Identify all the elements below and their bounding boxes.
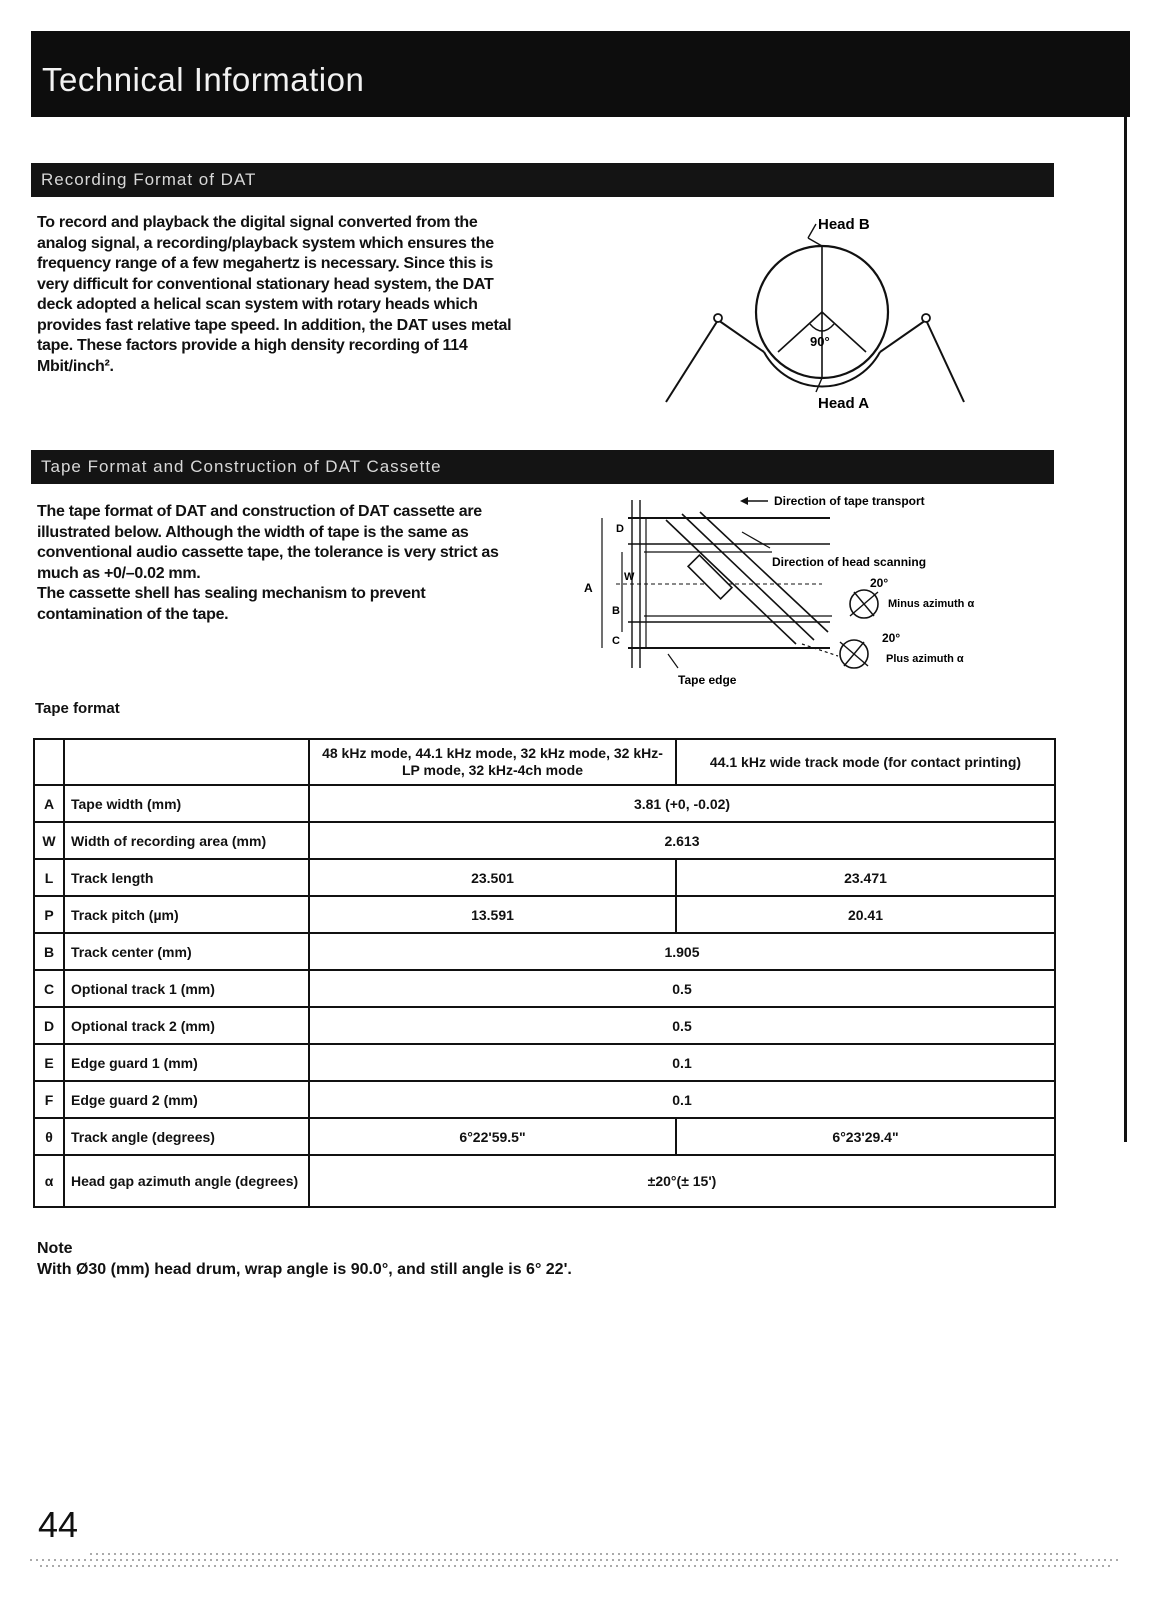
plus-azimuth-label: Plus azimuth α — [886, 653, 964, 665]
row-symbol: θ — [34, 1118, 64, 1155]
row-parameter: Width of recording area (mm) — [64, 822, 309, 859]
angle-label: 90° — [810, 334, 830, 349]
dim-letter-a: A — [584, 581, 593, 595]
note-title: Note — [37, 1240, 73, 1257]
table-header-blank — [64, 739, 309, 785]
row-value: 0.1 — [309, 1081, 1055, 1118]
dim-letter-c: C — [612, 635, 620, 647]
row-symbol: α — [34, 1155, 64, 1207]
table-row — [34, 859, 1055, 896]
table-header-blank — [34, 739, 64, 785]
row-value: 1.905 — [309, 933, 1055, 970]
section-heading-text: Tape Format and Construction of DAT Cassette — [41, 457, 442, 476]
dim-letter-b: B — [612, 605, 620, 617]
table-row — [34, 1155, 1055, 1207]
row-parameter: Track length — [64, 859, 309, 896]
table-row — [34, 785, 1055, 822]
plus-azimuth-angle: 20° — [882, 631, 901, 645]
row-parameter: Head gap azimuth angle (degrees) — [64, 1155, 309, 1207]
row-parameter: Track center (mm) — [64, 933, 309, 970]
tape-format-body: The tape format of DAT and construction of DAT cassette are illustrated below. Although the width of tape is the same as conventional audio cassette tape, the tolerance is very strict as much as +0/–0.02 mm. The cassette shell has sealing mechanism to prevent contamination of the tape. — [37, 503, 499, 623]
table-row — [34, 1044, 1055, 1081]
row-parameter: Track angle (degrees) — [64, 1118, 309, 1155]
row-value-wide: 23.471 — [676, 859, 1055, 896]
minus-azimuth-label: Minus azimuth α — [888, 598, 975, 610]
row-value: ±20°(± 15') — [309, 1155, 1055, 1207]
head-b-label: Head B — [818, 216, 870, 233]
tape-track-diagram — [582, 492, 1042, 692]
row-parameter: Edge guard 2 (mm) — [64, 1081, 309, 1118]
row-value: 3.81 (+0, -0.02) — [309, 785, 1055, 822]
row-value: 0.5 — [309, 970, 1055, 1007]
page-title: Technical Information — [42, 61, 365, 98]
row-value-standard: 23.501 — [309, 859, 676, 896]
transport-direction-label: Direction of tape transport — [774, 494, 925, 508]
row-symbol: W — [34, 822, 64, 859]
column-header-standard-modes: 48 kHz mode, 44.1 kHz mode, 32 kHz mode, 32 kHz-LP mode, 32 kHz-4ch mode — [309, 739, 676, 785]
row-symbol: A — [34, 785, 64, 822]
row-symbol: F — [34, 1081, 64, 1118]
row-parameter: Optional track 1 (mm) — [64, 970, 309, 1007]
column-header-wide-track: 44.1 kHz wide track mode (for contact printing) — [676, 739, 1055, 785]
page-number: 44 — [38, 1504, 79, 1545]
row-value: 0.5 — [309, 1007, 1055, 1044]
recording-format-body: To record and playback the digital signal converted from the analog signal, a recording/playback system which ensures the frequency range of a few megahertz is necessary. Since this is very difficult for conventional stationary head system, the DAT deck adopted a helical scan system with rotary heads which provides fast relative tape speed. In addition, the DAT uses metal tape. These factors provide a high density recording of 114 Mbit/inch². — [37, 214, 512, 375]
helical-scan-diagram — [660, 212, 980, 422]
table-row — [34, 1007, 1055, 1044]
row-symbol: L — [34, 859, 64, 896]
row-parameter: Track pitch (µm) — [64, 896, 309, 933]
head-a-label: Head A — [818, 395, 870, 412]
tape-format-table — [33, 738, 1056, 1208]
row-symbol: B — [34, 933, 64, 970]
scanning-direction-label: Direction of head scanning — [772, 555, 927, 569]
table-header-row — [34, 739, 1055, 785]
page-header — [31, 31, 1130, 117]
row-symbol: E — [34, 1044, 64, 1081]
row-value-wide: 6°23'29.4" — [676, 1118, 1055, 1155]
row-value-standard: 13.591 — [309, 896, 676, 933]
dim-letter-d: D — [616, 523, 624, 535]
scan-noise-decoration — [30, 1548, 1120, 1578]
tape-edge-label: Tape edge — [678, 673, 737, 687]
section-heading-tape-format — [31, 450, 1054, 484]
section-heading-text: Recording Format of DAT — [41, 170, 257, 189]
row-value-standard: 6°22'59.5" — [309, 1118, 676, 1155]
section-heading-recording-format — [31, 163, 1054, 197]
right-margin-rule — [1124, 117, 1127, 1142]
dim-letter-w: W — [624, 571, 635, 583]
tape-format-caption: Tape format — [35, 700, 120, 717]
row-value-wide: 20.41 — [676, 896, 1055, 933]
table-row — [34, 933, 1055, 970]
row-symbol: D — [34, 1007, 64, 1044]
row-symbol: P — [34, 896, 64, 933]
minus-azimuth-angle: 20° — [870, 576, 889, 590]
row-value: 2.613 — [309, 822, 1055, 859]
table-row — [34, 970, 1055, 1007]
table-row — [34, 896, 1055, 933]
table-row — [34, 822, 1055, 859]
row-value: 0.1 — [309, 1044, 1055, 1081]
row-parameter: Tape width (mm) — [64, 785, 309, 822]
row-parameter: Optional track 2 (mm) — [64, 1007, 309, 1044]
row-parameter: Edge guard 1 (mm) — [64, 1044, 309, 1081]
table-row — [34, 1118, 1055, 1155]
note-text: With Ø30 (mm) head drum, wrap angle is 90.0°, and still angle is 6° 22'. — [37, 1261, 572, 1278]
row-symbol: C — [34, 970, 64, 1007]
table-row — [34, 1081, 1055, 1118]
